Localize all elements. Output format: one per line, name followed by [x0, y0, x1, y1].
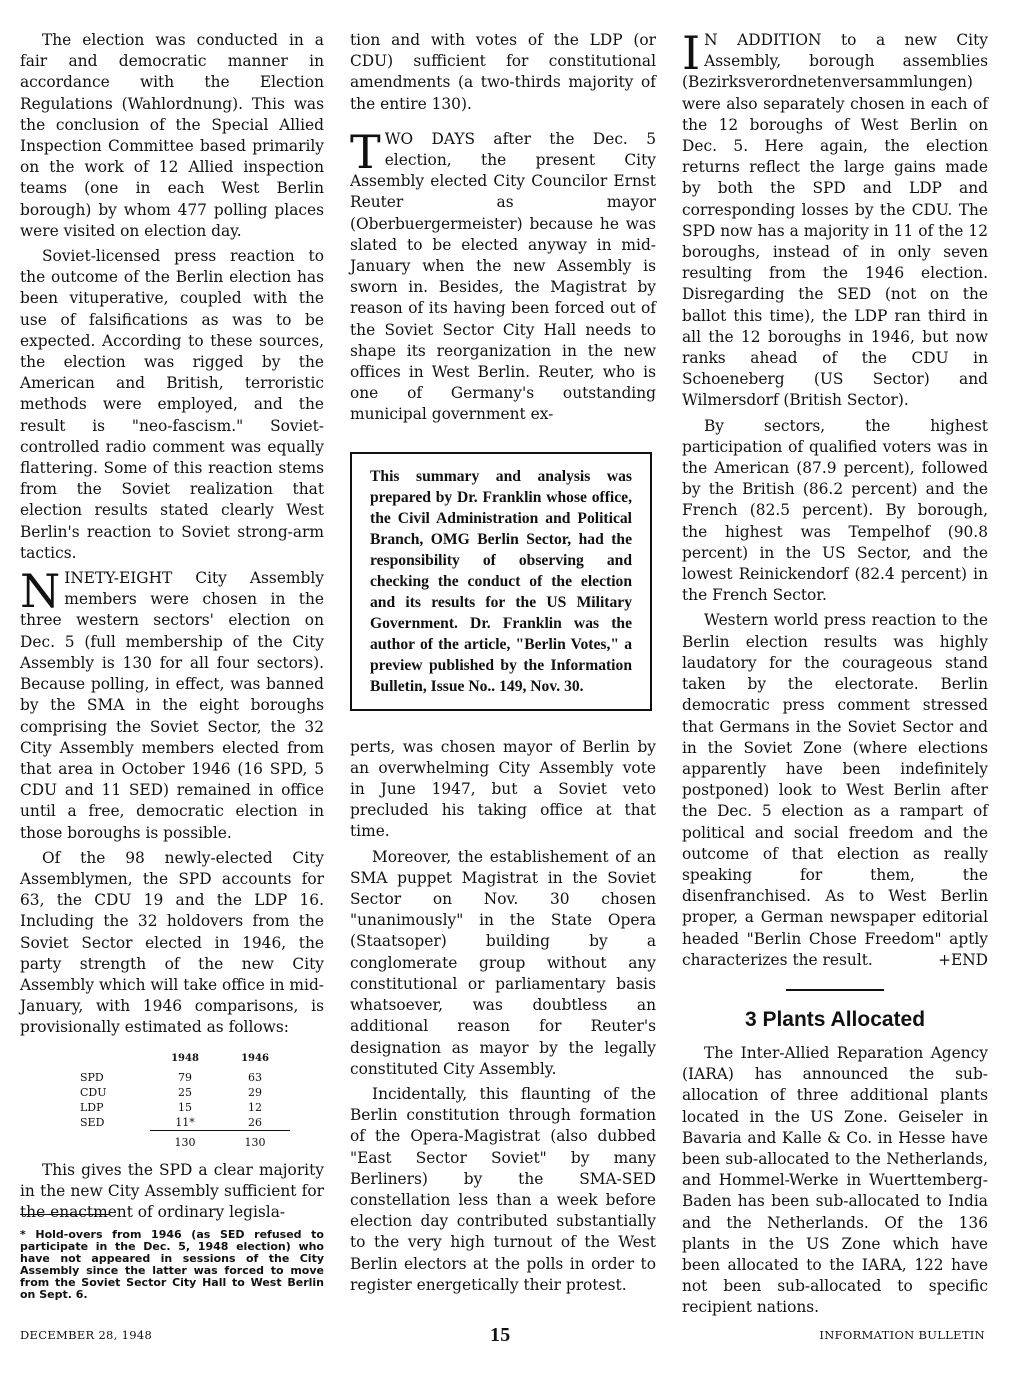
paragraph [682, 610, 988, 970]
table-row [80, 1070, 290, 1085]
column-3 [682, 26, 988, 1323]
column-2 [350, 30, 656, 1300]
table-row [80, 1085, 290, 1100]
footer-date: DECEMBER 28, 1948 [20, 1328, 153, 1342]
section-divider [786, 989, 884, 991]
table-header [80, 1051, 150, 1070]
paragraph [20, 564, 324, 844]
footnote-divider [20, 1214, 110, 1215]
paragraph [350, 124, 656, 426]
paragraph: Soviet-licensed press reaction to the outcome of the Berlin election has been vituperative, coupled with the use of falsifications as was to be expected. According to these sources, the election was rigged by the American and British, terroristic methods were employed, and the result is "neo-fascism." Soviet-controlled radio comment was equally flattering. Some of this reaction stems from the Soviet realization that election results stated clearly West Berlin's reaction to Soviet strong-arm tactics. [20, 247, 324, 562]
party-cell: SED [80, 1115, 105, 1129]
paragraph: The election was conducted in a fair and democratic manner in accordance with the Election Regulations (Wahlordnung). This was the conclusion of the Special Allied Inspection Committee based primarily on the work of 12 Allied inspection teams (one in each West Berlin borough) by whom 477 polling places were visited on election day. [20, 31, 324, 240]
page-number: 15 [490, 1324, 511, 1346]
party-cell: CDU [80, 1085, 107, 1099]
table-total-row [80, 1130, 290, 1150]
table-header: 1948 [171, 1052, 199, 1064]
value-cell: 25 [178, 1085, 192, 1099]
value-cell: 26 [248, 1115, 262, 1129]
value-cell: 15 [178, 1100, 192, 1114]
table-row [80, 1100, 290, 1115]
footnote: * Hold-overs from 1946 (as SED refused to participate in the Dec. 5, 1948 election) who have not appeared in sessions of the City Assembly since the latter was forced to move from the Soviet Sector City Hall to West Berlin on Sept. 6. [20, 1228, 324, 1301]
paragraph-text: WO DAYS after the Dec. 5 election, the present City Assembly elected City Councilor Ernst Reuter as mayor (Oberbuergermeister) because he was slated to be elected anyway in mid-January when the new Assembly is sworn in. Besides, the Magistrat by reason of its having been forced out of the Soviet Sector City Hall needs to shape its reorganization in the new offices in West Berlin. Reuter, who is one of Germany's outstanding municipal government ex- [350, 129, 656, 424]
end-mark: +END [938, 950, 988, 969]
drop-cap: N [20, 564, 61, 619]
paragraph-text: N ADDITION to a new City Assembly, borough assemblies (Bezirksverordnetenversammlungen) were also separately chosen in each of the 12 boroughs of West Berlin on Dec. 5. Here again, the election returns reflect the large gains made by both the SPD and LDP and corresponding losses by the CDU. The SPD now has a majority in 11 of the 12 boroughs, instead of in only seven resulting from the 1946 election. Disregarding the SED (not on the ballot this time), the LDP ran third in all the 12 boroughs in 1946, but now ranks ahead of the CDU in Schoeneberg (US Sector) and Wilmersdorf (British Sector). [682, 31, 988, 410]
paragraph: Of the 98 newly-elected City Assemblymen, the SPD accounts for 63, the CDU 19 and the LDP 16. Including the 32 holdovers from the Soviet Sector elected in 1946, the party strength of the new City Assembly which will take office in mid-January, with 1946 comparisons, is provisionally estimated as follows: [20, 848, 324, 1037]
paragraph-text: INETY-EIGHT City Assembly members were chosen in the three western sectors' election on Dec. 5 (full membership of the City Assembly is 130 for all four sectors). Because polling, in effect, was banned by the SMA in the eight boroughs comprising the Soviet Sector, the 32 City Assembly members elected from that area in October 1946 (16 SPD, 5 CDU and 11 SED) remained in office until a free, democratic election in those boroughs is possible. [20, 569, 324, 842]
editor-note-box: This summary and analysis was prepared by Dr. Franklin whose office, the Civil Administration and Political Branch, OMG Berlin Sector, had the responsibility of observing and checking the conduct of the election and its results for the US Military Government. Dr. Franklin was the author of the article, "Berlin Votes," a preview published by the Information Bulletin, Issue No.. 149, Nov. 30. [350, 452, 652, 711]
party-cell: LDP [80, 1100, 104, 1114]
party-cell [80, 1130, 150, 1150]
value-cell: 12 [248, 1100, 262, 1114]
table-header-row [80, 1051, 290, 1070]
paragraph: perts, was chosen mayor of Berlin by an overwhelming City Assembly vote in June 1947, but a Soviet veto precluded his taking office at that time. [350, 737, 656, 841]
drop-cap: I [682, 26, 701, 80]
value-cell: 79 [178, 1070, 192, 1084]
total-cell: 130 [150, 1130, 220, 1150]
paragraph: This gives the SPD a clear majority in the new City Assembly sufficient for the enactment of ordinary legisla- [20, 1160, 324, 1221]
paragraph-text: Western world press reaction to the Berlin election results was highly laudatory for the courageous stand taken by the electorate. Berlin democratic press comment stressed that Germans in the Soviet Sector and in the Soviet Zone (where elections apparently have been indefinitely postponed) look to West Berlin after the Dec. 5 election as a rampart of political and social freedom and the outcome of that election as really speaking for them, the disenfranchised. As to West Berlin proper, a German newspaper editorial headed "Berlin Chose Freedom" aptly characterizes the result. [682, 611, 988, 969]
assembly-strength-table [80, 1051, 290, 1150]
paragraph: tion and with votes of the LDP (or CDU) sufficient for constitutional amendments (a two-thirds majority of the entire 130). [350, 31, 656, 113]
paragraph [682, 26, 988, 412]
drop-cap: T [350, 124, 381, 179]
paragraph: Moreover, the establishement of an SMA puppet Magistrat in the Soviet Sector on Nov. 30 chosen "unanimously" in the State Opera (Staatsoper) building by a conglomerate group without any constitutional or parliamentary basis whatsoever, was doubtless an additional reason for Reuter's designation as mayor by the legally constituted City Assembly. [350, 847, 656, 1078]
publication-name: INFORMATION BULLETIN [819, 1328, 985, 1342]
value-cell: 63 [248, 1070, 262, 1084]
table-row [80, 1115, 290, 1131]
paragraph: Incidentally, this flaunting of the Berlin constitution through formation of the Opera-Magistrat (also dubbed "East Sector Soviet" by many Berliners) by the SMA-SED constellation less than a week before election day contributed substantially to the very high turnout of the West Berlin electors at the polls in order to register energetically their protest. [350, 1084, 656, 1294]
column-1 [20, 30, 324, 1227]
value-cell: 29 [248, 1085, 262, 1099]
article-headline: 3 Plants Allocated [744, 1007, 926, 1031]
paragraph: By sectors, the highest participation of qualified voters was in the American (87.9 percent), followed by the British (86.2 percent) and the French (82.5 percent). By borough, the highest was Tempelhof (90.8 percent) in the US Sector, and the lowest Reinickendorf (82.4 percent) in the French Sector. [682, 416, 988, 605]
value-cell: 11* [175, 1115, 195, 1129]
paragraph: The Inter-Allied Reparation Agency (IARA) has announced the sub-allocation of three additional plants located in the US Zone. Geiseler in Bavaria and Kalle & Co. in Hesse have been sub-allocated to the Netherlands, and Hommel-Werke in Wuerttemberg-Baden has been sub-allocated to India and the Netherlands. Of the 136 plants in the US Zone which have been allocated to the IARA, 122 have not been sub-allocated to specific recipient nations. [682, 1043, 988, 1317]
total-cell: 130 [220, 1130, 290, 1150]
table-header: 1946 [241, 1052, 269, 1064]
party-cell: SPD [80, 1070, 104, 1084]
